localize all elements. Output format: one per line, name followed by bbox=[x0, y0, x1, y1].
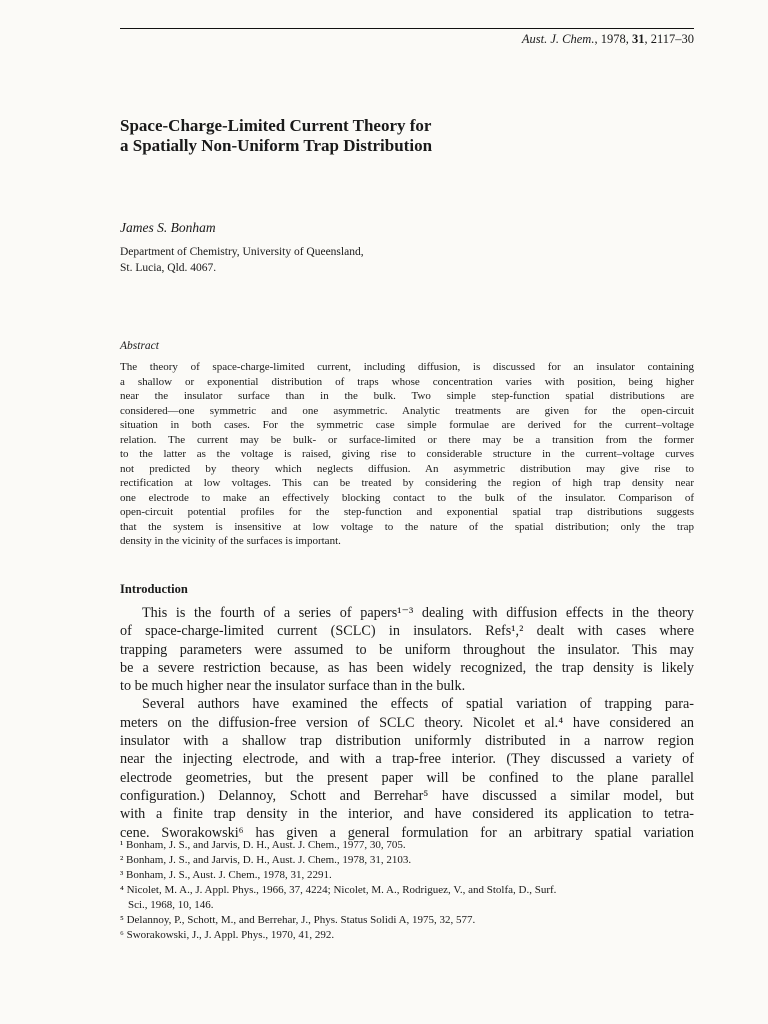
footnote: ³ Bonham, J. S., Aust. J. Chem., 1978, 31, 2291. bbox=[120, 869, 332, 881]
journal-name: Aust. J. Chem. bbox=[521, 32, 595, 46]
body-line: meters on the diffusion-free version of SCLC theory. Nicolet et al.⁴ have considered an bbox=[120, 714, 694, 731]
affiliation-line-1: Department of Chemistry, University of Queensland, bbox=[120, 246, 364, 258]
introduction-body bbox=[120, 604, 694, 842]
footnotes bbox=[120, 838, 694, 943]
footnote: ⁶ Sworakowski, J., J. Appl. Phys., 1970, 41, 292. bbox=[120, 929, 335, 941]
author-affiliation bbox=[120, 245, 364, 276]
abstract-line: to the latter as the voltage is raised, giving rise to considerable structure in the current–voltage curves bbox=[120, 448, 694, 460]
body-line: configuration.) Delannoy, Schott and Berrehar⁵ have discussed a similar model, but bbox=[120, 787, 694, 804]
abstract-line: situation in both cases. For the symmetric case simple formulae are derived for the current–voltage bbox=[120, 419, 694, 431]
body-line: near the injecting electrode, and with a trap-free interior. (They discussed a variety of bbox=[120, 751, 694, 768]
affiliation-line-2: St. Lucia, Qld. 4067. bbox=[120, 261, 217, 274]
author-name: James S. Bonham bbox=[120, 220, 216, 235]
journal-citation bbox=[522, 32, 694, 47]
footnote: ² Bonham, J. S., and Jarvis, D. H., Aust. J. Chem., 1978, 31, 2103. bbox=[120, 854, 412, 866]
footnote: ¹ Bonham, J. S., and Jarvis, D. H., Aust. J. Chem., 1977, 30, 705. bbox=[120, 839, 406, 851]
abstract-line: considered—one symmetric and one asymmetric. Analytic treatments are given for the open-circuit bbox=[120, 404, 694, 417]
journal-pages: , 2117–30 bbox=[644, 32, 694, 46]
abstract-line: one electrode to make an effectively blocking contact to the bulk of the insulator. Comparison of bbox=[120, 491, 694, 504]
body-line: to be much higher near the insulator surface than in the bulk. bbox=[120, 678, 466, 695]
body-line: Several authors have examined the effects of spatial variation of trapping para- bbox=[142, 696, 694, 713]
paper-title bbox=[120, 116, 680, 156]
abstract-line: density in the vicinity of the surfaces is important. bbox=[120, 535, 341, 547]
title-line-1: Space-Charge-Limited Current Theory for bbox=[120, 116, 432, 135]
abstract-line: near the insulator surface than in the bulk. Two simple step-function spatial distributions are bbox=[120, 390, 694, 402]
footnote-continuation: Sci., 1968, 10, 146. bbox=[128, 899, 214, 911]
title-line-2: a Spatially Non-Uniform Trap Distribution bbox=[120, 136, 433, 155]
header-rule bbox=[120, 28, 694, 29]
section-heading-introduction: Introduction bbox=[120, 582, 188, 596]
body-line: be a severe restriction because, as has been widely recognized, the trap density is likely bbox=[120, 659, 694, 676]
abstract-line: relation. The current may be bulk- or surface-limited or there may be a transition from the former bbox=[120, 433, 694, 446]
abstract-line: rectification at low voltages. This can be treated by considering the region of high trap density near bbox=[120, 477, 694, 489]
abstract-line: open-circuit potential profiles for the step-function and exponential spatial trap distributions suggests bbox=[120, 506, 694, 518]
footnote: ⁵ Delannoy, P., Schott, M., and Berrehar, J., Phys. Status Solidi A, 1975, 32, 577. bbox=[120, 914, 476, 926]
body-line: This is the fourth of a series of papers¹⁻³ dealing with diffusion effects in the theory bbox=[142, 605, 694, 621]
journal-year: , 1978, bbox=[594, 32, 632, 46]
body-line: cene. Sworakowski⁶ has given a general formulation for an arbitrary spatial variation bbox=[120, 824, 694, 841]
body-line: electrode geometries, but the present paper will be confined to the plane parallel bbox=[120, 769, 694, 786]
body-line: insulator with a shallow trap distribution uniformly distributed in a narrow region bbox=[120, 733, 694, 750]
abstract-line: a shallow or exponential distribution of traps whose concentration varies with position, being higher bbox=[120, 375, 694, 388]
abstract-line: not predicted by theory which neglects diffusion. An asymmetric distribution may give rise to bbox=[120, 462, 694, 475]
body-line: with a finite trap density in the interior, and have considered its application to tetra- bbox=[120, 806, 694, 823]
body-line: of space-charge-limited current (SCLC) in insulators. Refs¹,² dealt with cases where bbox=[120, 623, 694, 640]
abstract-text bbox=[120, 360, 694, 549]
abstract-line: that the system is insensitive at low voltage to the nature of the spatial distribution; only the trap bbox=[120, 520, 694, 533]
body-line: trapping parameters were assumed to be uniform throughout the insulator. This may bbox=[120, 641, 694, 658]
journal-volume: 31 bbox=[631, 32, 645, 46]
footnote: ⁴ Nicolet, M. A., J. Appl. Phys., 1966, 37, 4224; Nicolet, M. A., Rodriguez, V., and Stolfa, D., Surf. bbox=[120, 884, 557, 896]
abstract-heading: Abstract bbox=[120, 340, 159, 352]
abstract-line: The theory of space-charge-limited current, including diffusion, is discussed for an insulator containing bbox=[120, 361, 694, 373]
